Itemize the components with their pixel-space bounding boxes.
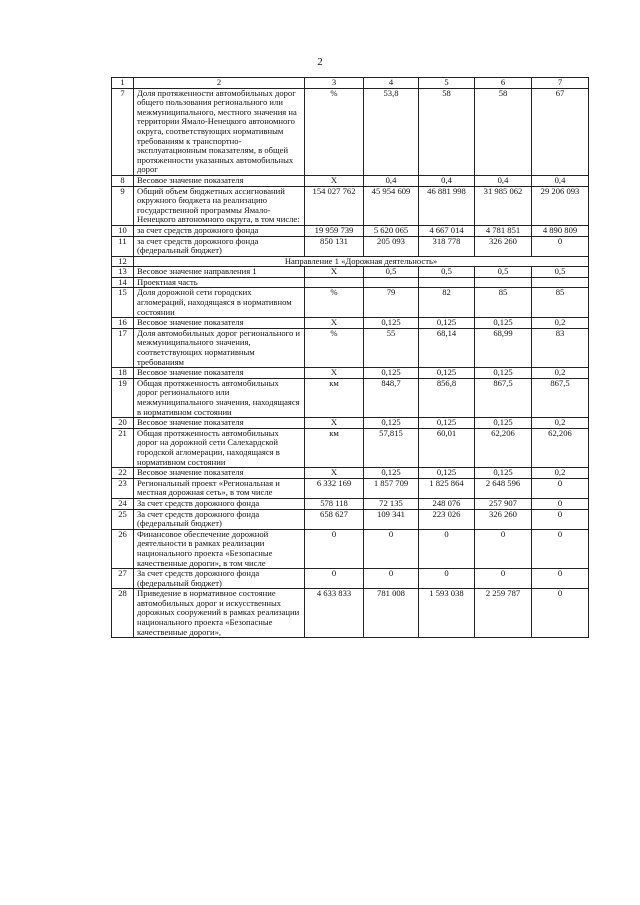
indicator-name-cell: за счет средств дорожного фонда (федеральный бюджет): [134, 236, 305, 256]
table-row: [112, 318, 589, 329]
header-cell: 6: [475, 78, 532, 89]
value-cell-col6: 326 260: [475, 509, 532, 529]
value-cell-col6: 0,5: [475, 267, 532, 278]
unit-or-total-cell: X: [305, 468, 364, 479]
indicator-name-cell: Общая протяженность автомобильных дорог регионального или межмуниципального значения, находящаяся в нормативном состоянии: [134, 378, 305, 417]
row-number-cell: 22: [112, 468, 134, 479]
indicator-name-cell: Общий объем бюджетных ассигнований окружного бюджета на реализацию государственной программы Ямало-Ненецкого автономного округа, в том числе:: [134, 186, 305, 225]
value-cell-col6: 0,4: [475, 175, 532, 186]
value-cell-col4: 79: [364, 288, 419, 318]
row-number-cell: 20: [112, 418, 134, 429]
indicator-name-cell: За счет средств дорожного фонда (федеральный бюджет): [134, 509, 305, 529]
value-cell-col4: 0,125: [364, 368, 419, 379]
value-cell-col5: 60,01: [419, 428, 475, 467]
table-row: [112, 368, 589, 379]
value-cell-col6: [475, 277, 532, 288]
table-header-row: [112, 78, 589, 89]
row-number-cell: 10: [112, 225, 134, 236]
indicator-name-cell: Весовое значение показателя: [134, 368, 305, 379]
value-cell-col7: 85: [532, 288, 589, 318]
table-row: [112, 256, 589, 267]
row-number-cell: 11: [112, 236, 134, 256]
table-row: [112, 88, 589, 175]
value-cell-col7: 62,206: [532, 428, 589, 467]
value-cell-col4: 45 954 609: [364, 186, 419, 225]
unit-or-total-cell: %: [305, 88, 364, 175]
value-cell-col6: 31 985 062: [475, 186, 532, 225]
table-row: [112, 428, 589, 467]
table-row: [112, 529, 589, 568]
value-cell-col6: 4 781 851: [475, 225, 532, 236]
indicator-name-cell: Региональный проект «Региональная и местная дорожная сеть», в том числе: [134, 478, 305, 498]
header-cell: 4: [364, 78, 419, 89]
page-number: 2: [317, 56, 323, 68]
indicator-name-cell: Весовое значение показателя: [134, 468, 305, 479]
value-cell-col7: 0: [532, 589, 589, 638]
value-cell-col7: 0: [532, 498, 589, 509]
value-cell-col7: 0: [532, 236, 589, 256]
value-cell-col5: 0,4: [419, 175, 475, 186]
value-cell-col6: 257 907: [475, 498, 532, 509]
indicator-name-cell: Весовое значение показателя: [134, 418, 305, 429]
unit-or-total-cell: км: [305, 428, 364, 467]
table-row: [112, 378, 589, 417]
table-row: [112, 186, 589, 225]
value-cell-col4: 0: [364, 529, 419, 568]
row-number-cell: 19: [112, 378, 134, 417]
value-cell-col5: 1 825 864: [419, 478, 475, 498]
value-cell-col4: 57,815: [364, 428, 419, 467]
table-row: [112, 175, 589, 186]
value-cell-col4: 0,4: [364, 175, 419, 186]
header-cell: 3: [305, 78, 364, 89]
value-cell-col7: 0,5: [532, 267, 589, 278]
value-cell-col6: 58: [475, 88, 532, 175]
table-row: [112, 498, 589, 509]
indicator-name-cell: Весовое значение показателя: [134, 318, 305, 329]
indicator-name-cell: Весовое значение показателя: [134, 175, 305, 186]
unit-or-total-cell: X: [305, 318, 364, 329]
value-cell-col6: 326 260: [475, 236, 532, 256]
row-number-cell: 16: [112, 318, 134, 329]
value-cell-col6: 0,125: [475, 468, 532, 479]
table-row: [112, 589, 589, 638]
value-cell-col5: 0,125: [419, 318, 475, 329]
indicator-name-cell: Приведение в нормативное состояние автомобильных дорог и искусственных дорожных сооружений в рамках реализации национального проекта «Безопасные качественные дороги»,: [134, 589, 305, 638]
indicator-name-cell: Доля дорожной сети городских агломераций, находящаяся в нормативном состоянии: [134, 288, 305, 318]
value-cell-col5: 223 026: [419, 509, 475, 529]
value-cell-col5: [419, 277, 475, 288]
value-cell-col7: 0: [532, 509, 589, 529]
value-cell-col6: 867,5: [475, 378, 532, 417]
value-cell-col5: 856,8: [419, 378, 475, 417]
value-cell-col7: 0,2: [532, 418, 589, 429]
row-number-cell: 9: [112, 186, 134, 225]
value-cell-col7: 0,2: [532, 368, 589, 379]
unit-or-total-cell: X: [305, 418, 364, 429]
unit-or-total-cell: X: [305, 368, 364, 379]
value-cell-col5: 68,14: [419, 328, 475, 367]
value-cell-col5: 46 881 998: [419, 186, 475, 225]
value-cell-col7: 4 890 809: [532, 225, 589, 236]
value-cell-col5: 0,125: [419, 418, 475, 429]
row-number-cell: 15: [112, 288, 134, 318]
value-cell-col4: 0: [364, 569, 419, 589]
value-cell-col4: 1 857 709: [364, 478, 419, 498]
unit-or-total-cell: 850 131: [305, 236, 364, 256]
value-cell-col6: 62,206: [475, 428, 532, 467]
value-cell-col7: 867,5: [532, 378, 589, 417]
header-cell: 5: [419, 78, 475, 89]
value-cell-col7: 0,2: [532, 468, 589, 479]
value-cell-col5: 1 593 038: [419, 589, 475, 638]
indicator-name-cell: Общая протяженность автомобильных дорог на дорожной сети Салехардской городской агломерации, находящаяся в нормативном состоянии: [134, 428, 305, 467]
value-cell-col5: 0: [419, 569, 475, 589]
value-cell-col6: 68,99: [475, 328, 532, 367]
unit-or-total-cell: км: [305, 378, 364, 417]
value-cell-col5: 82: [419, 288, 475, 318]
value-cell-col6: 0,125: [475, 368, 532, 379]
unit-or-total-cell: 0: [305, 569, 364, 589]
row-number-cell: 14: [112, 277, 134, 288]
table-row: [112, 267, 589, 278]
indicator-name-cell: Доля протяженности автомобильных дорог общего пользования регионального или межмуниципального, местного значения на территории Ямало-Ненецкого автономного округа, соответствующих нормативным требованиям к транспортно-эксплуатационным показателям, в общей протяженности указанных автомобильных дорог: [134, 88, 305, 175]
indicator-name-cell: Весовое значение направления 1: [134, 267, 305, 278]
table-row: [112, 236, 589, 256]
indicator-name-cell: За счет средств дорожного фонда: [134, 498, 305, 509]
table-row: [112, 277, 589, 288]
value-cell-col7: 67: [532, 88, 589, 175]
row-number-cell: 26: [112, 529, 134, 568]
value-cell-col7: 0: [532, 529, 589, 568]
value-cell-col4: [364, 277, 419, 288]
value-cell-col4: 0,5: [364, 267, 419, 278]
table-row: [112, 328, 589, 367]
row-number-cell: 28: [112, 589, 134, 638]
unit-or-total-cell: %: [305, 288, 364, 318]
indicators-table: [111, 77, 589, 638]
value-cell-col5: 58: [419, 88, 475, 175]
unit-or-total-cell: 0: [305, 529, 364, 568]
header-cell: 2: [134, 78, 305, 89]
value-cell-col6: 2 259 787: [475, 589, 532, 638]
value-cell-col4: 109 341: [364, 509, 419, 529]
value-cell-col7: 0: [532, 569, 589, 589]
section-heading-cell: Направление 1 «Дорожная деятельность»: [134, 256, 589, 267]
value-cell-col4: 848,7: [364, 378, 419, 417]
value-cell-col6: 0: [475, 529, 532, 568]
table-row: [112, 569, 589, 589]
value-cell-col4: 53,8: [364, 88, 419, 175]
value-cell-col5: 4 667 014: [419, 225, 475, 236]
value-cell-col5: 0,125: [419, 468, 475, 479]
indicator-name-cell: Доля автомобильных дорог регионального и межмуниципального значения, соответствующих нормативным требованиям: [134, 328, 305, 367]
value-cell-col6: 0,125: [475, 418, 532, 429]
unit-or-total-cell: 658 627: [305, 509, 364, 529]
unit-or-total-cell: %: [305, 328, 364, 367]
value-cell-col4: 5 620 065: [364, 225, 419, 236]
table-row: [112, 288, 589, 318]
value-cell-col6: 0: [475, 569, 532, 589]
header-cell: 1: [112, 78, 134, 89]
table-row: [112, 468, 589, 479]
value-cell-col7: 0,4: [532, 175, 589, 186]
table-row: [112, 509, 589, 529]
row-number-cell: 13: [112, 267, 134, 278]
value-cell-col4: 72 135: [364, 498, 419, 509]
unit-or-total-cell: X: [305, 175, 364, 186]
value-cell-col4: 205 093: [364, 236, 419, 256]
row-number-cell: 27: [112, 569, 134, 589]
table-row: [112, 225, 589, 236]
unit-or-total-cell: 578 118: [305, 498, 364, 509]
unit-or-total-cell: 4 633 833: [305, 589, 364, 638]
row-number-cell: 23: [112, 478, 134, 498]
value-cell-col6: 2 648 596: [475, 478, 532, 498]
value-cell-col6: 85: [475, 288, 532, 318]
value-cell-col6: 0,125: [475, 318, 532, 329]
value-cell-col7: [532, 277, 589, 288]
table-row: [112, 478, 589, 498]
indicator-name-cell: за счет средств дорожного фонда: [134, 225, 305, 236]
value-cell-col7: 0: [532, 478, 589, 498]
value-cell-col5: 318 778: [419, 236, 475, 256]
value-cell-col4: 55: [364, 328, 419, 367]
row-number-cell: 7: [112, 88, 134, 175]
value-cell-col5: 0,125: [419, 368, 475, 379]
unit-or-total-cell: X: [305, 267, 364, 278]
header-cell: 7: [532, 78, 589, 89]
row-number-cell: 8: [112, 175, 134, 186]
value-cell-col7: 0,2: [532, 318, 589, 329]
indicator-name-cell: Проектная часть: [134, 277, 305, 288]
unit-or-total-cell: [305, 277, 364, 288]
row-number-cell: 24: [112, 498, 134, 509]
value-cell-col4: 0,125: [364, 468, 419, 479]
row-number-cell: 21: [112, 428, 134, 467]
row-number-cell: 25: [112, 509, 134, 529]
value-cell-col5: 248 076: [419, 498, 475, 509]
value-cell-col4: 781 008: [364, 589, 419, 638]
value-cell-col7: 83: [532, 328, 589, 367]
unit-or-total-cell: 19 959 739: [305, 225, 364, 236]
value-cell-col7: 29 206 093: [532, 186, 589, 225]
indicator-name-cell: Финансовое обеспечение дорожной деятельности в рамках реализации национального проекта «Безопасные качественные дороги», в том числе: [134, 529, 305, 568]
unit-or-total-cell: 154 027 762: [305, 186, 364, 225]
table-row: [112, 418, 589, 429]
indicator-name-cell: За счет средств дорожного фонда (федеральный бюджет): [134, 569, 305, 589]
value-cell-col5: 0,5: [419, 267, 475, 278]
row-number-cell: 12: [112, 256, 134, 267]
value-cell-col5: 0: [419, 529, 475, 568]
unit-or-total-cell: 6 332 169: [305, 478, 364, 498]
value-cell-col4: 0,125: [364, 318, 419, 329]
value-cell-col4: 0,125: [364, 418, 419, 429]
row-number-cell: 18: [112, 368, 134, 379]
row-number-cell: 17: [112, 328, 134, 367]
